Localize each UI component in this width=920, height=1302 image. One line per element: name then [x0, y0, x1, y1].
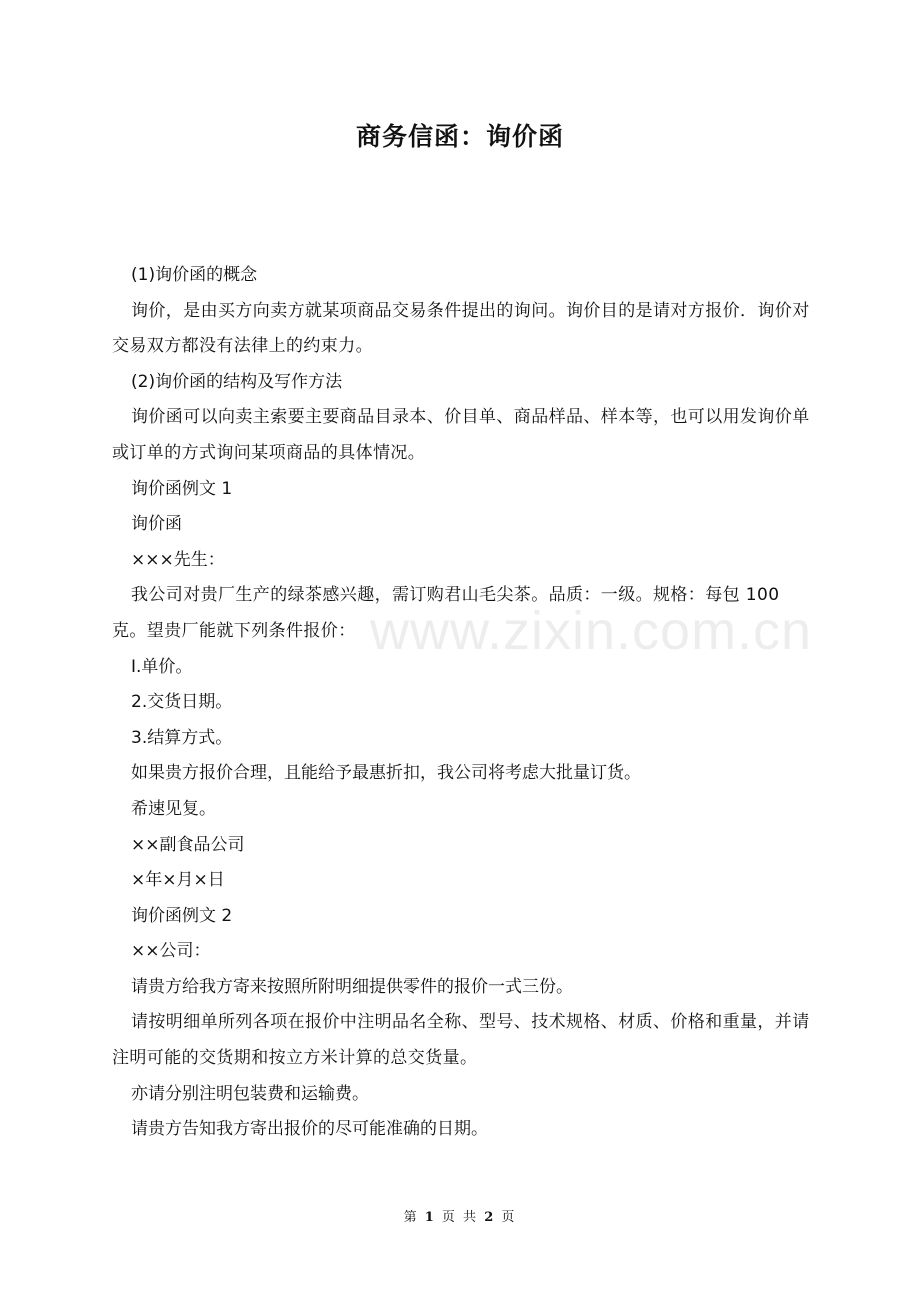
total-pages-number: 2	[484, 1210, 496, 1225]
document-body	[112, 258, 813, 1148]
section-heading: (1)询价函的概念	[131, 265, 258, 285]
example-heading: 询价函例文 2	[131, 905, 233, 926]
letter-closing: 希速见复。	[131, 798, 216, 819]
document-title: 商务信函：询价函	[355, 122, 564, 151]
footer-middle: 页 共	[441, 1210, 479, 1225]
body-paragraph: 请贵方给我方寄来按照所附明细提供零件的报价一式三份。	[131, 976, 573, 997]
body-paragraph: 如果贵方报价合理，且能给予最惠折扣，我公司将考虑大批量订货。	[131, 763, 641, 784]
page-footer	[0, 1206, 920, 1225]
list-item: I.单价。	[131, 656, 193, 677]
letter-salutation: ×××先生：	[131, 549, 225, 570]
body-paragraph: 我公司对贵厂生产的绿茶感兴趣，需订购君山毛尖茶。品质：一级。规格：每包 100克。望贵厂能就下列条件报价：	[112, 585, 780, 641]
body-paragraph: 询价，是由买方向卖方就某项商品交易条件提出的询问。询价目的是请对方报价．询价对交易双方都没有法律上的约束力。	[112, 300, 810, 357]
list-item: 3.结算方式。	[131, 727, 233, 748]
letter-signature: ××副食品公司	[131, 834, 245, 855]
body-paragraph: 请按明细单所列各项在报价中注明品名全称、型号、技术规格、材质、价格和重量，并请注明可能的交货期和按立方米计算的总交货量。	[112, 1012, 810, 1069]
example-heading: 询价函例文 1	[131, 478, 233, 499]
letter-salutation: ××公司：	[131, 941, 211, 962]
footer-suffix: 页	[501, 1210, 517, 1225]
letter-title: 询价函	[131, 514, 182, 535]
body-paragraph: 询价函可以向卖主索要主要商品目录本、价目单、商品样品、样本等，也可以用发询价单或订单的方式询问某项商品的具体情况。	[112, 407, 810, 463]
body-paragraph: 请贵方告知我方寄出报价的尽可能准确的日期。	[131, 1119, 488, 1140]
section-heading: (2)询价函的结构及写作方法	[131, 371, 343, 392]
body-paragraph: 亦请分别注明包装费和运输费。	[131, 1083, 369, 1104]
letter-date: ×年×月×日	[131, 870, 225, 891]
watermark: www.zixin.com.cn	[370, 601, 813, 661]
current-page-number: 1	[424, 1210, 436, 1225]
footer-prefix: 第	[403, 1210, 419, 1225]
list-item: 2.交货日期。	[131, 692, 233, 713]
